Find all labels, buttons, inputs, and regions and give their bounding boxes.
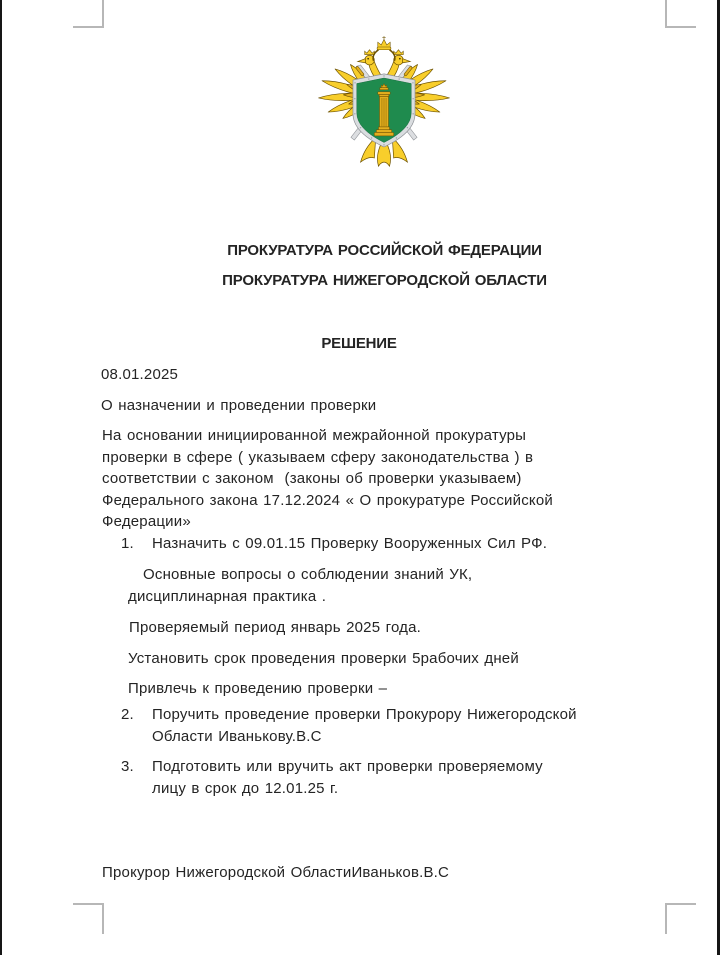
document-date: 08.01.2025 bbox=[101, 366, 179, 383]
list-item-2-line-1: Поручить проведение проверки Прокурору Нижегородской bbox=[152, 706, 577, 723]
list-item-3-line-1: Подготовить или вручить акт проверки проверяемому bbox=[152, 758, 543, 775]
item-1-term: Установить срок проведения проверки 5рабочих дней bbox=[128, 650, 519, 667]
crop-mark-bottom-right bbox=[665, 903, 696, 934]
document-subject: О назначении и проведении проверки bbox=[101, 397, 377, 414]
crop-mark-top-left bbox=[73, 0, 104, 28]
basis-line-3: соответствии с законом (законы об проверки указываем) bbox=[102, 470, 522, 487]
basis-paragraph bbox=[102, 425, 553, 533]
list-item-1-number: 1. bbox=[121, 535, 134, 552]
signature-line: Прокурор Нижегородской ОбластиИваньков.В.С bbox=[102, 864, 450, 881]
page-edge-left bbox=[0, 0, 2, 955]
list-item-3-line-2: лицу в срок до 12.01.25 г. bbox=[152, 780, 339, 797]
item-1-questions-line-2: дисциплинарная практика . bbox=[128, 588, 327, 605]
basis-line-2: проверки в сфере ( указываем сферу законодательства ) в bbox=[102, 448, 534, 466]
document-title: РЕШЕНИЕ bbox=[321, 335, 397, 352]
org-name-line-1: ПРОКУРАТУРА РОССИЙСКОЙ ФЕДЕРАЦИИ bbox=[227, 242, 542, 259]
list-item-2-line-2: Области Иванькову.В.С bbox=[152, 728, 322, 745]
crop-mark-top-right bbox=[665, 0, 696, 28]
list-item-1-text: Назначить с 09.01.15 Проверку Вооруженных Сил РФ. bbox=[152, 535, 548, 552]
list-item-3-number: 3. bbox=[121, 758, 134, 775]
org-name-line-2: ПРОКУРАТУРА НИЖЕГОРОДСКОЙ ОБЛАСТИ bbox=[222, 272, 547, 289]
item-1-period: Проверяемый период январь 2025 года. bbox=[129, 619, 422, 636]
prosecutor-emblem-icon bbox=[315, 27, 453, 169]
item-1-questions-line-1: Основные вопросы о соблюдении знаний УК, bbox=[143, 566, 473, 583]
list-item-2-number: 2. bbox=[121, 706, 134, 723]
item-1-involve: Привлечь к проведению проверки – bbox=[128, 680, 388, 697]
crop-mark-bottom-left bbox=[73, 903, 104, 934]
basis-line-4: Федерального закона 17.12.2024 « О прокуратуре Российской bbox=[102, 491, 553, 509]
basis-line-5: Федерации» bbox=[102, 513, 191, 530]
basis-line-1: На основании инициированной межрайонной прокуратуры bbox=[102, 427, 527, 444]
